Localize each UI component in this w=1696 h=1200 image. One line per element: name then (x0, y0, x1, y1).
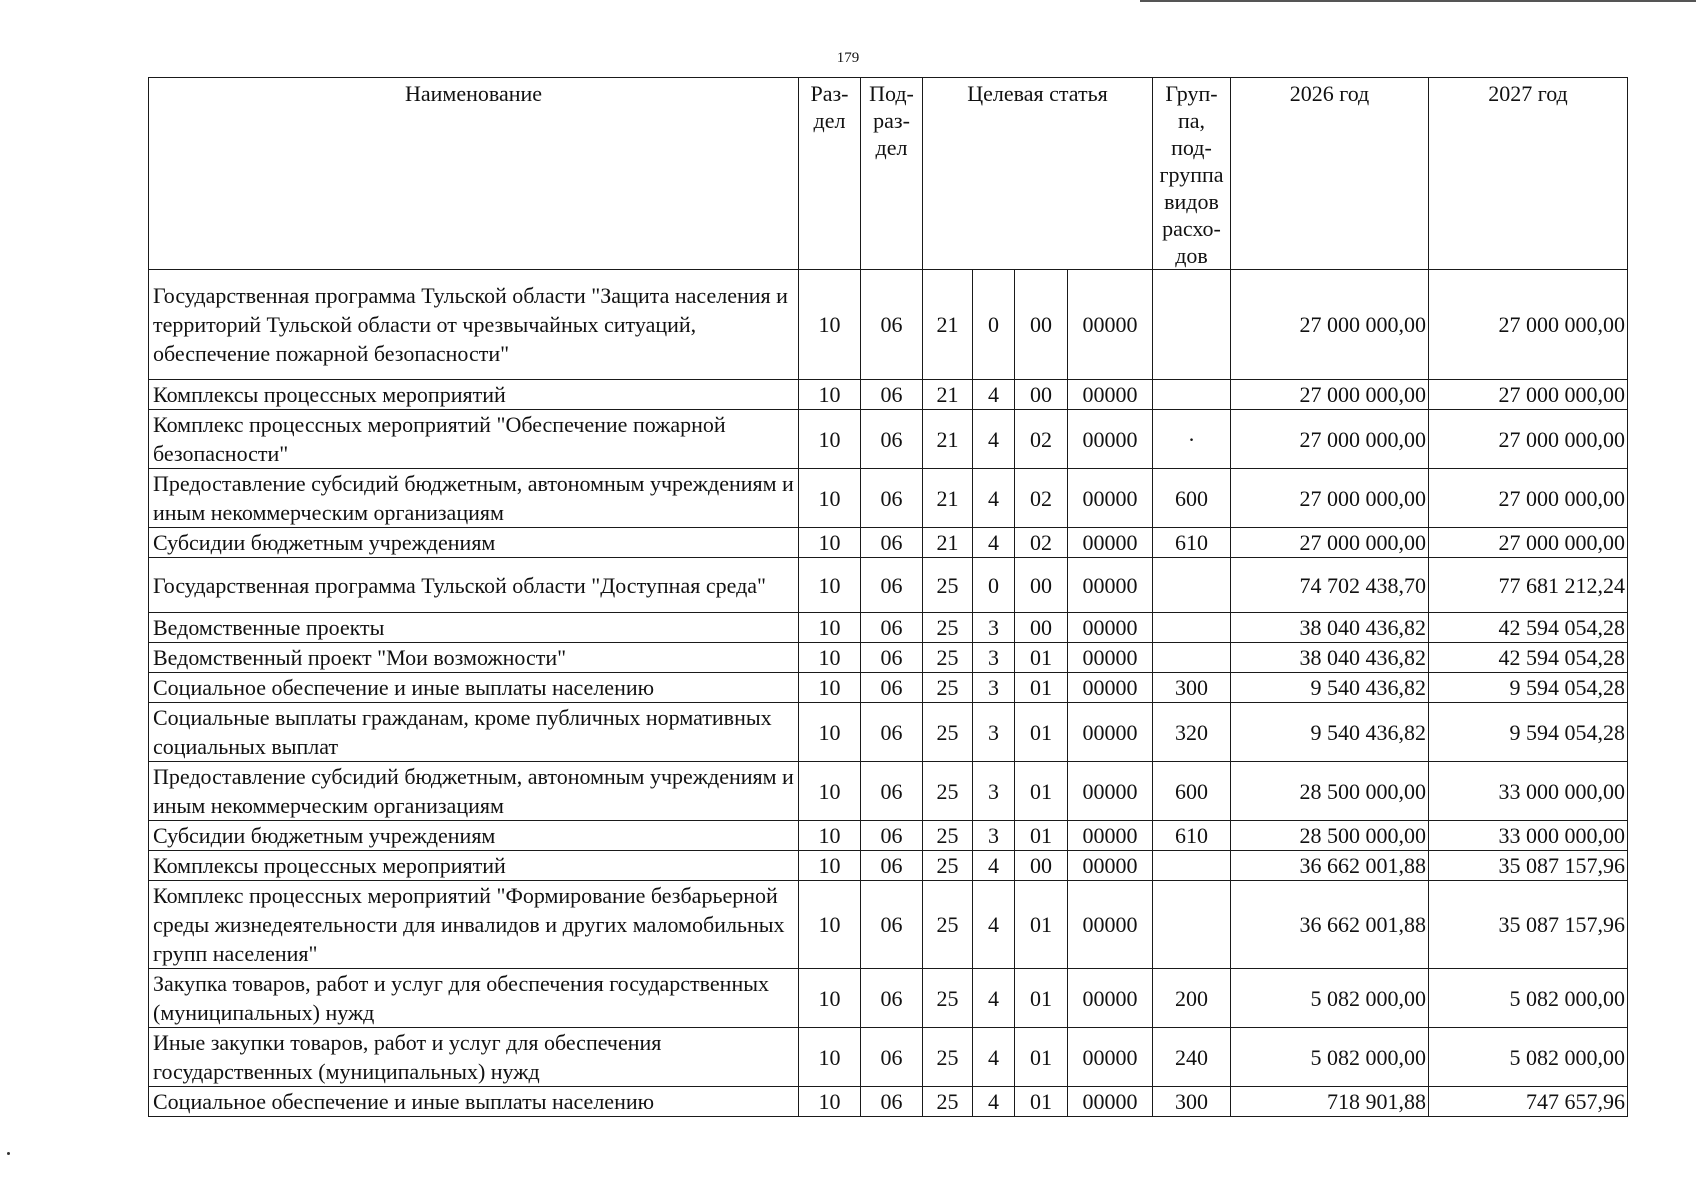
cell-subprogram-type: 4 (973, 469, 1015, 528)
cell-razdel: 10 (799, 881, 861, 969)
cell-direction: 00000 (1068, 1028, 1153, 1087)
cell-podrazdel: 06 (861, 613, 923, 643)
cell-program: 25 (923, 969, 973, 1028)
cell-subprogram-type: 3 (973, 673, 1015, 703)
cell-subprogram-type: 3 (973, 613, 1015, 643)
cell-podrazdel: 06 (861, 1087, 923, 1117)
table-row (149, 851, 1628, 881)
cell-razdel: 10 (799, 703, 861, 762)
cell-amount-2026: 27 000 000,00 (1231, 410, 1429, 469)
cell-program: 25 (923, 703, 973, 762)
cell-direction: 00000 (1068, 762, 1153, 821)
cell-structural-element: 02 (1015, 410, 1068, 469)
cell-structural-element: 01 (1015, 1087, 1068, 1117)
cell-subprogram-type: 4 (973, 1028, 1015, 1087)
header-2026 (1231, 78, 1429, 270)
cell-podrazdel: 06 (861, 969, 923, 1028)
cell-structural-element: 00 (1015, 613, 1068, 643)
cell-expense-group: 300 (1153, 673, 1231, 703)
budget-table (148, 77, 1628, 1117)
cell-amount-2027: 42 594 054,28 (1429, 643, 1628, 673)
cell-amount-2027: 35 087 157,96 (1429, 881, 1628, 969)
table-row (149, 1028, 1628, 1087)
table-row (149, 380, 1628, 410)
table-row (149, 673, 1628, 703)
cell-structural-element: 01 (1015, 1028, 1068, 1087)
cell-amount-2027: 33 000 000,00 (1429, 821, 1628, 851)
cell-amount-2026: 36 662 001,88 (1231, 881, 1429, 969)
table-row (149, 969, 1628, 1028)
cell-name: Ведомственные проекты (149, 613, 799, 643)
cell-direction: 00000 (1068, 703, 1153, 762)
cell-name: Социальные выплаты гражданам, кроме публичных нормативных социальных выплат (149, 703, 799, 762)
header-2027 (1429, 78, 1628, 270)
cell-name: Субсидии бюджетным учреждениям (149, 821, 799, 851)
cell-expense-group: · (1153, 410, 1231, 469)
header-podrazdel (861, 78, 923, 270)
cell-razdel: 10 (799, 613, 861, 643)
cell-structural-element: 01 (1015, 673, 1068, 703)
header-name (149, 78, 799, 270)
cell-razdel: 10 (799, 1028, 861, 1087)
table-header (149, 78, 1628, 270)
cell-amount-2026: 28 500 000,00 (1231, 762, 1429, 821)
cell-direction: 00000 (1068, 673, 1153, 703)
cell-podrazdel: 06 (861, 410, 923, 469)
cell-razdel: 10 (799, 851, 861, 881)
cell-amount-2027: 5 082 000,00 (1429, 1028, 1628, 1087)
table-row (149, 558, 1628, 613)
cell-program: 25 (923, 851, 973, 881)
cell-razdel: 10 (799, 643, 861, 673)
cell-subprogram-type: 3 (973, 762, 1015, 821)
cell-program: 21 (923, 270, 973, 380)
cell-program: 25 (923, 613, 973, 643)
cell-amount-2027: 27 000 000,00 (1429, 528, 1628, 558)
cell-name: Государственная программа Тульской области "Доступная среда" (149, 558, 799, 613)
cell-expense-group (1153, 881, 1231, 969)
cell-amount-2027: 27 000 000,00 (1429, 380, 1628, 410)
cell-razdel: 10 (799, 821, 861, 851)
header-group-text: Груп- па, под- группа видов расхо- дов (1159, 81, 1224, 268)
header-name-text: Наименование (404, 81, 543, 106)
cell-program: 25 (923, 821, 973, 851)
cell-name: Социальное обеспечение и иные выплаты населению (149, 673, 799, 703)
cell-expense-group: 610 (1153, 528, 1231, 558)
cell-structural-element: 00 (1015, 851, 1068, 881)
cell-amount-2027: 77 681 212,24 (1429, 558, 1628, 613)
cell-name: Комплекс процессных мероприятий "Обеспечение пожарной безопасности" (149, 410, 799, 469)
cell-amount-2026: 9 540 436,82 (1231, 673, 1429, 703)
cell-amount-2026: 36 662 001,88 (1231, 851, 1429, 881)
cell-expense-group (1153, 613, 1231, 643)
table-row (149, 528, 1628, 558)
cell-program: 21 (923, 380, 973, 410)
cell-program: 25 (923, 643, 973, 673)
cell-amount-2026: 74 702 438,70 (1231, 558, 1429, 613)
header-razdel-text: Раз- дел (810, 81, 849, 133)
cell-structural-element: 00 (1015, 380, 1068, 410)
cell-name: Государственная программа Тульской области "Защита населения и территорий Тульской области от чрезвычайных ситуаций, обеспечение пожарной безопасности" (149, 270, 799, 380)
cell-amount-2027: 27 000 000,00 (1429, 469, 1628, 528)
cell-structural-element: 01 (1015, 703, 1068, 762)
cell-podrazdel: 06 (861, 821, 923, 851)
cell-direction: 00000 (1068, 410, 1153, 469)
cell-structural-element: 01 (1015, 881, 1068, 969)
table-row (149, 643, 1628, 673)
cell-amount-2027: 9 594 054,28 (1429, 703, 1628, 762)
cell-program: 21 (923, 410, 973, 469)
table-row (149, 469, 1628, 528)
cell-structural-element: 00 (1015, 270, 1068, 380)
cell-name: Ведомственный проект "Мои возможности" (149, 643, 799, 673)
cell-amount-2027: 9 594 054,28 (1429, 673, 1628, 703)
cell-subprogram-type: 3 (973, 703, 1015, 762)
cell-direction: 00000 (1068, 469, 1153, 528)
header-2027-text: 2027 год (1488, 81, 1568, 106)
cell-name: Комплекс процессных мероприятий "Формирование безбарьерной среды жизнедеятельности для инвалидов и других маломобильных групп населения" (149, 881, 799, 969)
cell-expense-group: 240 (1153, 1028, 1231, 1087)
cell-structural-element: 01 (1015, 969, 1068, 1028)
cell-direction: 00000 (1068, 380, 1153, 410)
cell-amount-2026: 27 000 000,00 (1231, 380, 1429, 410)
cell-podrazdel: 06 (861, 270, 923, 380)
cell-subprogram-type: 4 (973, 528, 1015, 558)
header-podrazdel-text: Под- раз- дел (869, 81, 914, 160)
cell-amount-2026: 27 000 000,00 (1231, 270, 1429, 380)
cell-name: Комплексы процессных мероприятий (149, 380, 799, 410)
cell-name: Социальное обеспечение и иные выплаты населению (149, 1087, 799, 1117)
cell-podrazdel: 06 (861, 1028, 923, 1087)
cell-subprogram-type: 4 (973, 881, 1015, 969)
cell-amount-2026: 38 040 436,82 (1231, 613, 1429, 643)
cell-amount-2026: 28 500 000,00 (1231, 821, 1429, 851)
cell-amount-2027: 27 000 000,00 (1429, 410, 1628, 469)
cell-podrazdel: 06 (861, 762, 923, 821)
cell-expense-group: 320 (1153, 703, 1231, 762)
cell-amount-2026: 27 000 000,00 (1231, 469, 1429, 528)
cell-direction: 00000 (1068, 969, 1153, 1028)
cell-name: Иные закупки товаров, работ и услуг для обеспечения государственных (муниципальных) нужд (149, 1028, 799, 1087)
cell-name: Предоставление субсидий бюджетным, автономным учреждениям и иным некоммерческим организациям (149, 762, 799, 821)
cell-expense-group: 300 (1153, 1087, 1231, 1117)
cell-program: 25 (923, 1087, 973, 1117)
cell-expense-group: 200 (1153, 969, 1231, 1028)
cell-subprogram-type: 4 (973, 969, 1015, 1028)
cell-expense-group (1153, 380, 1231, 410)
header-target (923, 78, 1153, 270)
cell-subprogram-type: 0 (973, 270, 1015, 380)
header-razdel (799, 78, 861, 270)
cell-razdel: 10 (799, 469, 861, 528)
cell-subprogram-type: 0 (973, 558, 1015, 613)
cell-program: 21 (923, 528, 973, 558)
cell-razdel: 10 (799, 270, 861, 380)
table-row (149, 703, 1628, 762)
cell-podrazdel: 06 (861, 558, 923, 613)
table-row (149, 881, 1628, 969)
cell-razdel: 10 (799, 762, 861, 821)
cell-amount-2027: 42 594 054,28 (1429, 613, 1628, 643)
cell-program: 21 (923, 469, 973, 528)
table-row (149, 270, 1628, 380)
cell-amount-2027: 33 000 000,00 (1429, 762, 1628, 821)
cell-structural-element: 02 (1015, 528, 1068, 558)
cell-subprogram-type: 3 (973, 821, 1015, 851)
cell-structural-element: 01 (1015, 643, 1068, 673)
table-row (149, 613, 1628, 643)
cell-subprogram-type: 4 (973, 410, 1015, 469)
cell-podrazdel: 06 (861, 851, 923, 881)
cell-program: 25 (923, 762, 973, 821)
cell-razdel: 10 (799, 558, 861, 613)
cell-subprogram-type: 4 (973, 1087, 1015, 1117)
cell-structural-element: 02 (1015, 469, 1068, 528)
cell-direction: 00000 (1068, 1087, 1153, 1117)
cell-name: Предоставление субсидий бюджетным, автономным учреждениям и иным некоммерческим организациям (149, 469, 799, 528)
cell-razdel: 10 (799, 969, 861, 1028)
cell-expense-group (1153, 558, 1231, 613)
cell-amount-2026: 718 901,88 (1231, 1087, 1429, 1117)
cell-razdel: 10 (799, 673, 861, 703)
cell-expense-group (1153, 270, 1231, 380)
cell-podrazdel: 06 (861, 673, 923, 703)
table-body (149, 270, 1628, 1117)
cell-subprogram-type: 4 (973, 380, 1015, 410)
cell-podrazdel: 06 (861, 703, 923, 762)
cell-amount-2027: 747 657,96 (1429, 1087, 1628, 1117)
cell-direction: 00000 (1068, 270, 1153, 380)
cell-direction: 00000 (1068, 613, 1153, 643)
cell-direction: 00000 (1068, 643, 1153, 673)
cell-direction: 00000 (1068, 528, 1153, 558)
cell-amount-2026: 38 040 436,82 (1231, 643, 1429, 673)
cell-direction: 00000 (1068, 558, 1153, 613)
cell-program: 25 (923, 558, 973, 613)
cell-expense-group: 600 (1153, 469, 1231, 528)
cell-name: Закупка товаров, работ и услуг для обеспечения государственных (муниципальных) нужд (149, 969, 799, 1028)
table-row (149, 762, 1628, 821)
cell-direction: 00000 (1068, 821, 1153, 851)
cell-amount-2027: 35 087 157,96 (1429, 851, 1628, 881)
cell-amount-2026: 27 000 000,00 (1231, 528, 1429, 558)
cell-expense-group (1153, 643, 1231, 673)
cell-podrazdel: 06 (861, 643, 923, 673)
header-2026-text: 2026 год (1289, 81, 1370, 106)
cell-expense-group (1153, 851, 1231, 881)
table-row (149, 410, 1628, 469)
table-row (149, 1087, 1628, 1117)
top-edge-rule (1140, 0, 1696, 2)
cell-program: 25 (923, 881, 973, 969)
header-group (1153, 78, 1231, 270)
page-number: 179 (836, 50, 860, 66)
cell-subprogram-type: 3 (973, 643, 1015, 673)
cell-structural-element: 01 (1015, 821, 1068, 851)
cell-podrazdel: 06 (861, 881, 923, 969)
cell-razdel: 10 (799, 1087, 861, 1117)
cell-program: 25 (923, 1028, 973, 1087)
cell-amount-2027: 5 082 000,00 (1429, 969, 1628, 1028)
header-target-text: Целевая статья (967, 81, 1108, 106)
cell-amount-2027: 27 000 000,00 (1429, 270, 1628, 380)
cell-podrazdel: 06 (861, 380, 923, 410)
cell-razdel: 10 (799, 380, 861, 410)
cell-amount-2026: 9 540 436,82 (1231, 703, 1429, 762)
cell-amount-2026: 5 082 000,00 (1231, 969, 1429, 1028)
cell-name: Субсидии бюджетным учреждениям (149, 528, 799, 558)
cell-program: 25 (923, 673, 973, 703)
cell-podrazdel: 06 (861, 469, 923, 528)
cell-name: Комплексы процессных мероприятий (149, 851, 799, 881)
cell-podrazdel: 06 (861, 528, 923, 558)
cell-structural-element: 01 (1015, 762, 1068, 821)
cell-expense-group: 610 (1153, 821, 1231, 851)
cell-razdel: 10 (799, 528, 861, 558)
cell-direction: 00000 (1068, 851, 1153, 881)
cell-razdel: 10 (799, 410, 861, 469)
cell-expense-group: 600 (1153, 762, 1231, 821)
cell-amount-2026: 5 082 000,00 (1231, 1028, 1429, 1087)
cell-direction: 00000 (1068, 881, 1153, 969)
cell-structural-element: 00 (1015, 558, 1068, 613)
table-row (149, 821, 1628, 851)
cell-subprogram-type: 4 (973, 851, 1015, 881)
scan-dot (7, 1152, 10, 1155)
